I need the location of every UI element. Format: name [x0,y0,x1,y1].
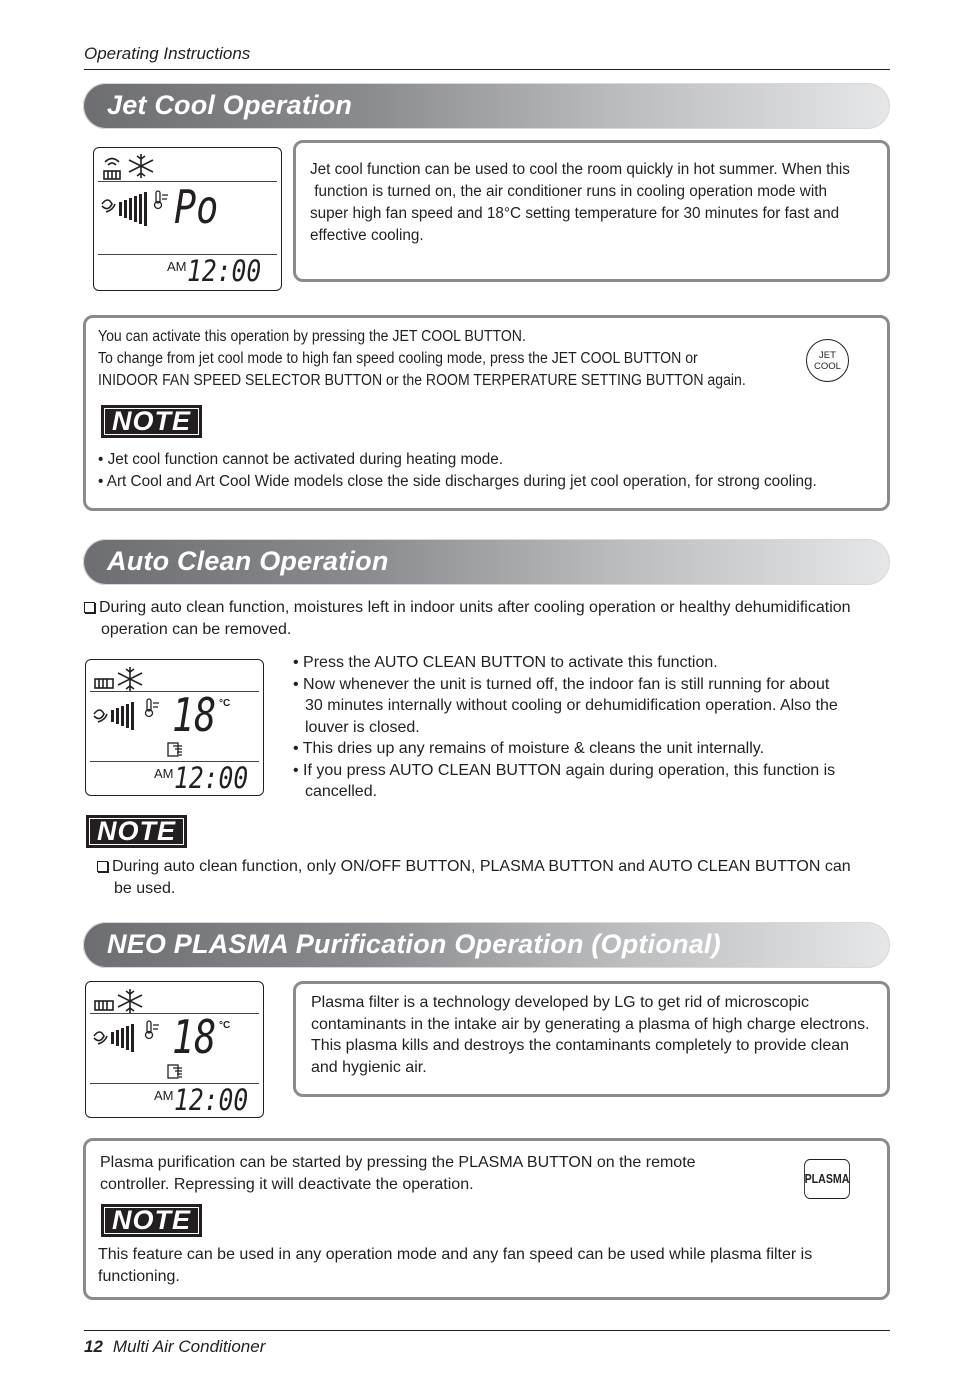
checkbox-bullet-icon [84,602,95,613]
header-rule [84,69,890,70]
jet-signal-snowflake-icon [101,152,157,182]
list-item: • Press the AUTO CLEAN BUTTON to activate this function. [293,654,718,671]
lcd-time: 12:00 [187,254,262,288]
auto-clean-banner [83,539,890,585]
lcd-time: 12:00 [174,1083,249,1117]
lcd-fan-speed [91,1018,163,1056]
footer-rule [84,1330,890,1331]
auto-clean-bullets [293,652,885,803]
page-footer [84,1337,265,1357]
lcd-am-indicator: AM [154,1088,174,1103]
list-item: • Now whenever the unit is turned off, the indoor fan is still running for about 30 minutes internally without cooling or dehumidification operation. Also the louver is closed. [293,675,838,736]
page-header-title: Operating Instructions [84,44,251,63]
fan-speed-bars-icon [99,186,171,228]
jet-cool-notes: • Jet cool function cannot be activated during heating mode. • Art Cool and Art Cool Wide models close the side discharges during jet cool operation, for strong cooling. [98,451,817,490]
list-item: • If you press AUTO CLEAN BUTTON again during operation, this function is cancelled. [293,761,836,800]
plasma-instructions: Plasma purification can be started by pressing the PLASMA BUTTON on the remote controller. Repressing it will deactivate the operation. [100,1154,696,1193]
checkbox-bullet-icon [97,861,108,872]
lcd-fan-speed [99,186,171,228]
jet-cool-button-icon: JET COOL [806,339,849,382]
battery-snowflake-icon [93,988,145,1014]
jet-cool-description: Jet cool function can be used to cool the room quickly in hot summer. When this function is turned on, the air conditioner runs in cooling operation mode with super high fan speed and 18°C setting temperature for 30 minutes for fast and effective cooling. [310,161,850,244]
plasma-instructions-box [83,1138,890,1300]
auto-clean-note-badge: NOTE [86,815,187,848]
plasma-lcd-display [85,981,264,1118]
lcd-celsius-unit: °C [219,698,231,709]
jet-cool-instructions-box [83,315,890,511]
jet-cool-banner [83,83,890,129]
page-number: 12 [84,1337,103,1356]
plasma-button-icon: PLASMA [804,1159,850,1199]
lcd-mode-icons [101,152,157,182]
battery-snowflake-icon [93,666,145,692]
jet-cool-lcd-display [93,147,282,291]
plasma-note-text: This feature can be used in any operation mode and any fan speed can be used while plasma filter is functioning. [98,1246,813,1285]
list-item: • This dries up any remains of moisture & cleans the unit internally. [293,740,765,757]
plasma-banner [83,922,890,968]
lcd-mode-icons [93,666,145,692]
auto-clean-indicator-icon [166,740,186,758]
fan-speed-bars-icon [91,696,163,734]
plasma-description: Plasma filter is a technology developed by LG to get rid of microscopic contaminants in the intake air by generating a plasma of high charge electrons. This plasma kills and destroys the contaminants completely to provide clean and hygienic air. [311,994,870,1076]
auto-clean-title: Auto Clean Operation [107,546,389,576]
lcd-celsius-unit: °C [219,1020,231,1031]
plasma-note-badge: NOTE [101,1204,202,1237]
lcd-time: 12:00 [174,761,249,795]
auto-clean-intro: During auto clean function, moistures left in indoor units after cooling operation or healthy dehumidification operation can be removed. [84,597,884,640]
jet-cool-description-box [293,140,890,282]
auto-clean-lcd-display [85,659,264,796]
plasma-indicator-icon [166,1062,186,1080]
lcd-mode-text: Po [174,180,219,234]
jet-cool-note-badge: NOTE [101,405,202,438]
lcd-am-indicator: AM [154,766,174,781]
plasma-title: NEO PLASMA Purification Operation (Optional) [107,929,721,959]
lcd-mode-icons [93,988,145,1014]
lcd-temperature: 18 [172,1010,217,1064]
fan-speed-bars-icon [91,1018,163,1056]
auto-clean-note-text: During auto clean function, only ON/OFF BUTTON, PLASMA BUTTON and AUTO CLEAN BUTTON can be used. [97,856,887,899]
lcd-temperature: 18 [172,688,217,742]
jet-cool-instructions: You can activate this operation by pressing the JET COOL BUTTON. To change from jet cool mode to high fan speed cooling mode, press the JET COOL BUTTON or INIDOOR FAN SPEED SELECTOR BUTTON or the ROOM TERPERATURE SETTING BUTTON again. [98,328,746,389]
footer-title: Multi Air Conditioner [112,1337,266,1356]
lcd-am-indicator: AM [167,259,187,274]
plasma-description-box [293,981,890,1097]
jet-cool-title: Jet Cool Operation [107,90,353,120]
lcd-fan-speed [91,696,163,734]
